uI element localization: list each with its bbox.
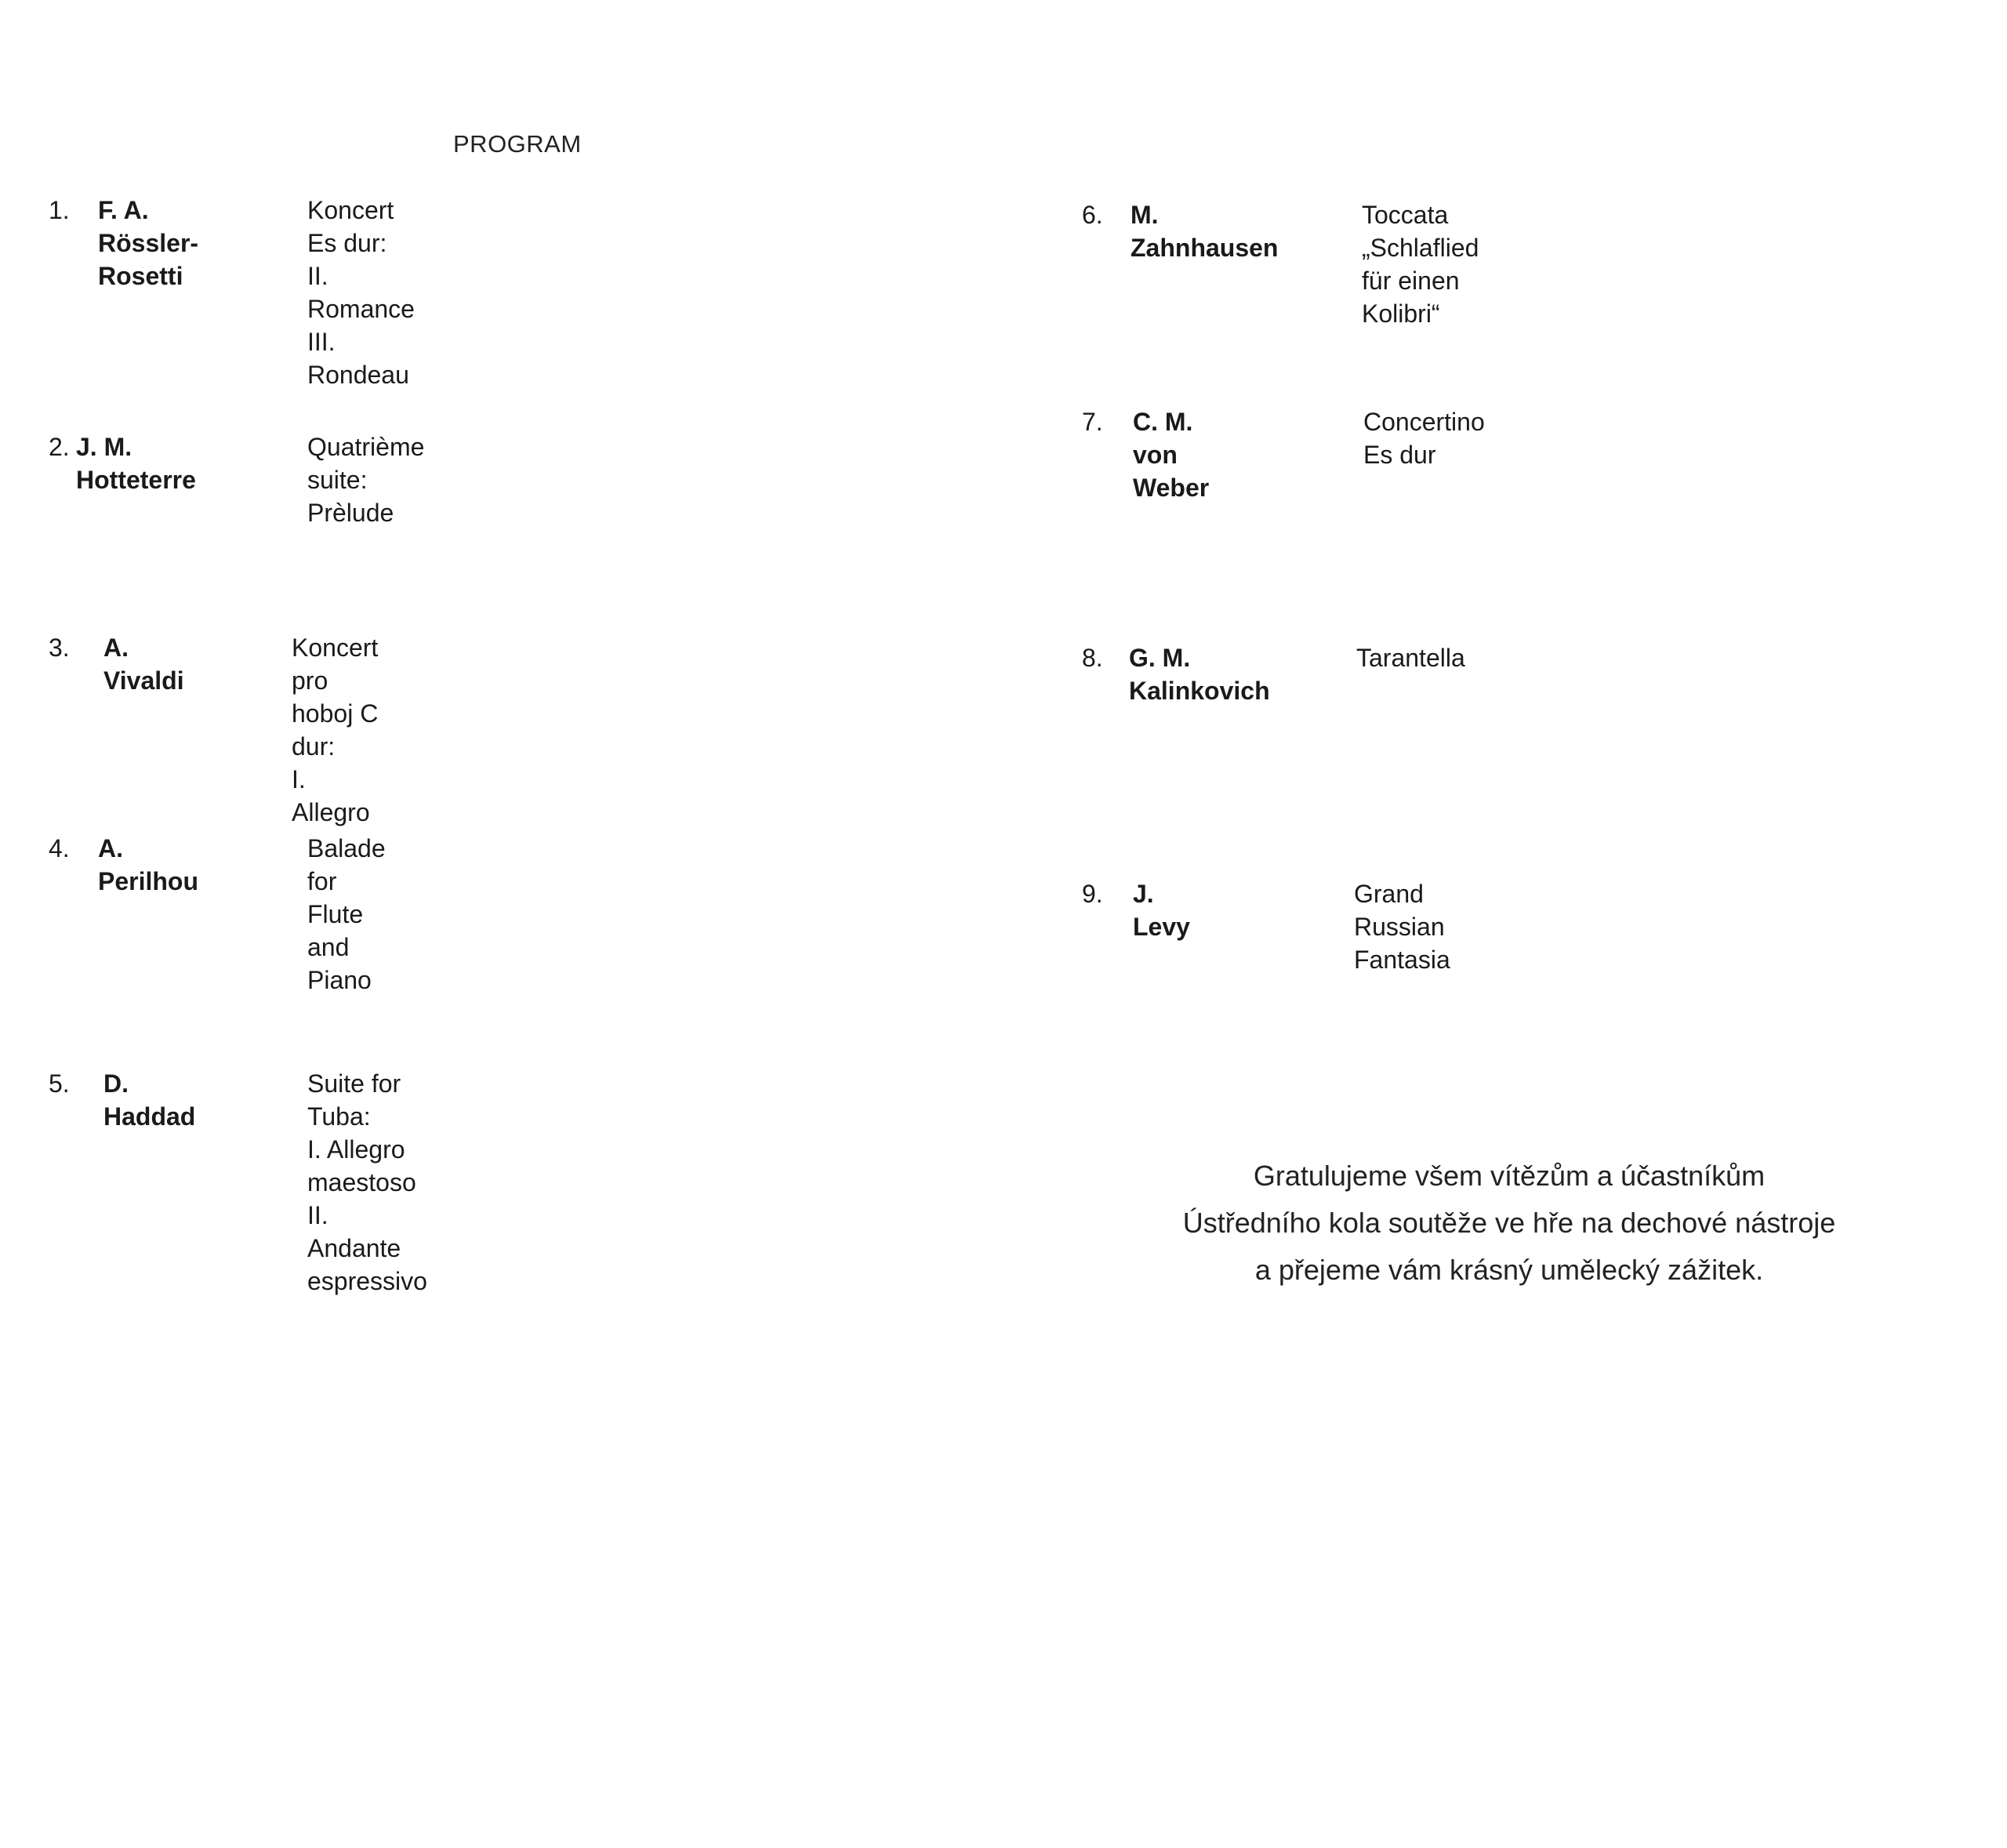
item-piece: Koncert Es dur: II. Romance III. Rondeau bbox=[307, 196, 415, 389]
item-number: 7. bbox=[1082, 408, 1103, 436]
item-piece: Concertino Es dur bbox=[1363, 408, 1485, 469]
item-composer: D. Haddad bbox=[103, 1069, 196, 1131]
item-composer: C. M. von Weber bbox=[1133, 408, 1210, 502]
item-number: 2. bbox=[49, 433, 70, 461]
closing-line-3: a přejeme vám krásný umělecký zážitek. bbox=[1254, 1254, 1764, 1286]
item-piece: Balade for Flute and Piano bbox=[307, 834, 386, 994]
item-composer: J. M. Hotteterre bbox=[76, 433, 196, 494]
item-composer: F. A. Rössler- Rosetti bbox=[98, 196, 199, 290]
item-number: 5. bbox=[49, 1069, 70, 1098]
closing-message bbox=[1098, 1153, 1921, 1294]
closing-line-2: Ústředního kola soutěže ve hře na dechové nástroje bbox=[1182, 1207, 1836, 1239]
item-number: 6. bbox=[1082, 201, 1103, 229]
item-composer: A. Perilhou bbox=[98, 834, 199, 895]
item-composer: M. Zahnhausen bbox=[1131, 201, 1279, 262]
item-composer: G. M. Kalinkovich bbox=[1129, 644, 1270, 705]
item-composer: A. Vivaldi bbox=[103, 634, 184, 695]
item-piece: Quatrième suite: Prèlude bbox=[307, 433, 425, 527]
item-number: 8. bbox=[1082, 644, 1103, 672]
page-title: PROGRAM bbox=[453, 130, 582, 158]
item-number: 4. bbox=[49, 834, 70, 862]
item-piece: Tarantella bbox=[1356, 644, 1465, 672]
item-piece: Toccata „Schlaflied für einen Kolibri“ bbox=[1362, 201, 1479, 328]
item-composer: J. Levy bbox=[1133, 880, 1190, 941]
item-piece: Koncert pro hoboj C dur: I. Allegro bbox=[292, 634, 379, 826]
item-piece: Suite for Tuba: I. Allegro maestoso II. Andante espressivo bbox=[307, 1069, 427, 1295]
closing-line-1: Gratulujeme všem vítězům a účastníkům bbox=[1253, 1160, 1766, 1192]
item-number: 9. bbox=[1082, 880, 1103, 908]
item-number: 3. bbox=[49, 634, 70, 662]
item-number: 1. bbox=[49, 196, 70, 224]
item-piece: Grand Russian Fantasia bbox=[1354, 880, 1450, 974]
